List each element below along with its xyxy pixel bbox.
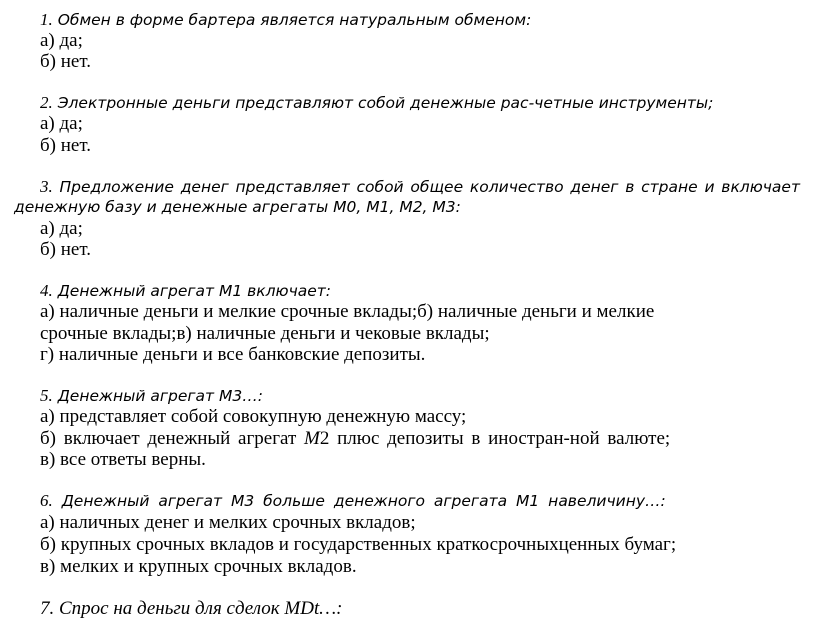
question-6	[40, 491, 666, 511]
question-5	[40, 386, 263, 406]
question-text: Спрос на деньги для сделок MDt…:	[59, 598, 343, 619]
question-number: 1.	[40, 10, 53, 29]
option-b: б) нет.	[40, 239, 91, 260]
question-text: Обмен в форме бартера является натуральным обменом:	[57, 11, 532, 29]
option-b-italic: М	[304, 428, 320, 449]
question-text: Электронные деньги представляют собой денежные рас-четные инструменты;	[57, 94, 714, 112]
option-c: в) мелких и крупных срочных вкладов.	[40, 556, 357, 577]
option-b	[40, 428, 670, 449]
option-line: срочные вклады;в) наличные деньги и чековые вклады;	[40, 323, 490, 344]
option-c: в) все ответы верны.	[40, 449, 206, 470]
option-b-end: 2 плюс депозиты в иностран-ной валюте;	[319, 428, 671, 449]
question-number: 7.	[40, 598, 55, 619]
question-4	[40, 281, 331, 301]
question-text: Денежный агрегат М1 включает:	[57, 282, 332, 300]
option-b: б) нет.	[40, 135, 91, 156]
question-number: 6.	[40, 491, 53, 510]
question-7	[40, 598, 342, 620]
question-number: 2.	[40, 93, 53, 112]
question-number: 4.	[40, 281, 53, 300]
question-text: Денежный агрегат М3 больше денежного агрегата М1 навеличину…:	[61, 492, 666, 510]
option-a: а) представляет собой совокупную денежную массу;	[40, 406, 467, 427]
question-number: 3.	[40, 177, 53, 196]
option-b-start: б) включает денежный агрегат	[40, 428, 305, 449]
option-b: б) нет.	[40, 51, 91, 72]
question-text: Предложение денег представляет собой общее количество денег в стране и включает денежную базу и денежные агрегаты М0, М1, М2, М3:	[14, 178, 800, 216]
question-text: Денежный агрегат М3…:	[57, 387, 263, 405]
question-number: 5.	[40, 386, 53, 405]
option-line: г) наличные деньги и все банковские депозиты.	[40, 344, 426, 365]
option-a: а) да;	[40, 218, 83, 239]
option-a: а) наличных денег и мелких срочных вкладов;	[40, 512, 416, 533]
question-1	[40, 10, 531, 30]
question-2	[40, 93, 713, 113]
option-a: а) да;	[40, 113, 83, 134]
option-b: б) крупных срочных вкладов и государственных краткосрочныхценных бумаг;	[40, 534, 677, 555]
option-a: а) да;	[40, 30, 83, 51]
option-line: а) наличные деньги и мелкие срочные вклады;б) наличные деньги и мелкие	[40, 301, 655, 322]
question-3	[14, 177, 800, 217]
